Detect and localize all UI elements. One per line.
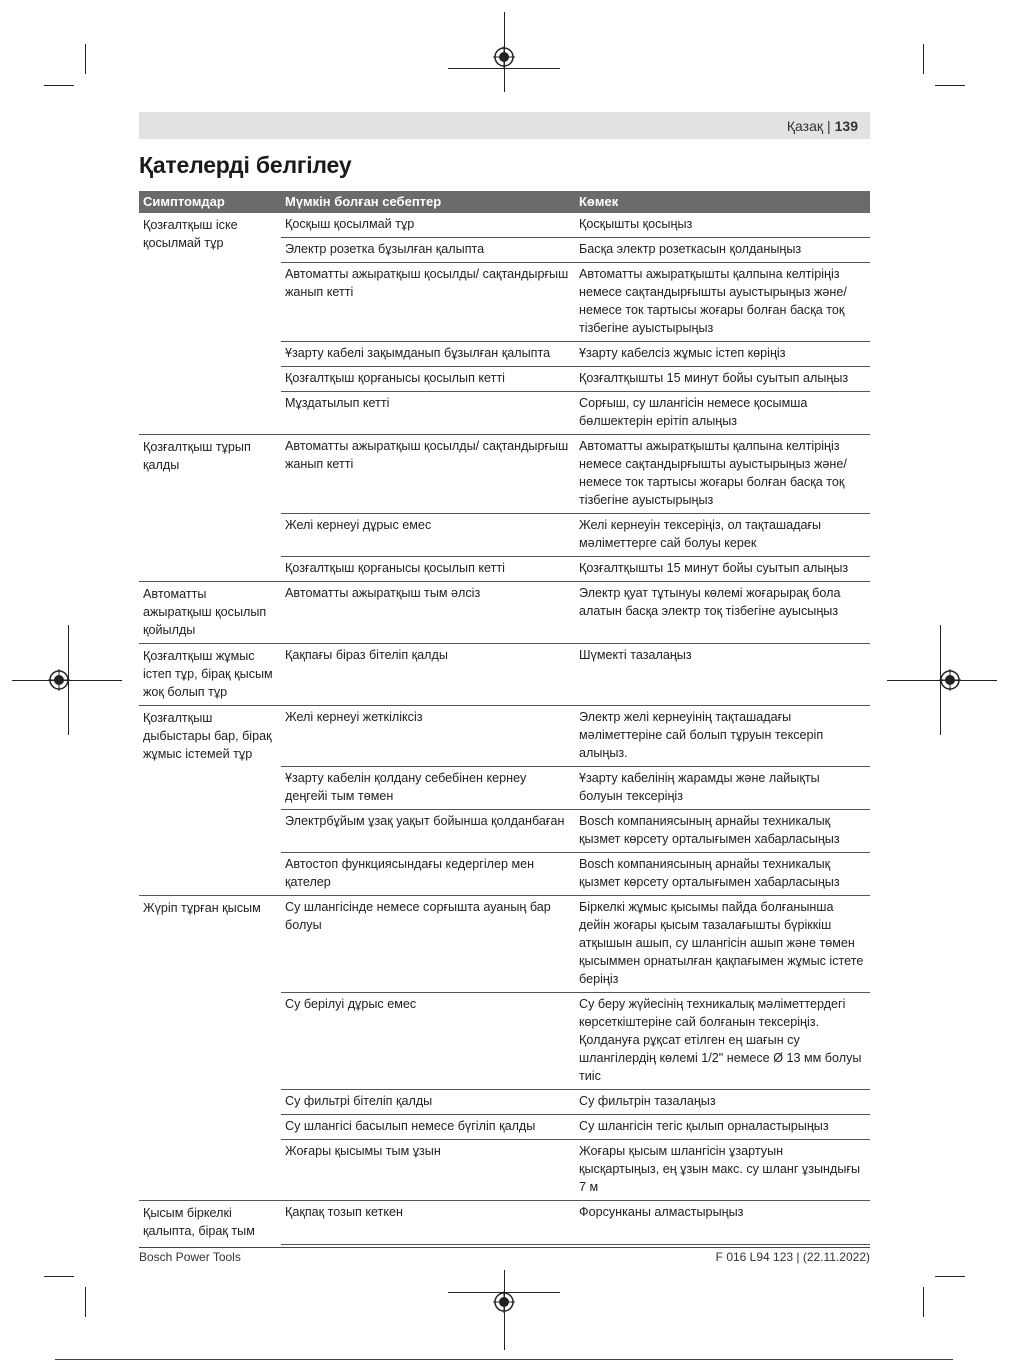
symptom-cell: Жүріп тұрған қысым (139, 896, 281, 1201)
symptom-cell: Қозғалтқыш тұрып қалды (139, 435, 281, 582)
registration-line (448, 68, 560, 69)
page-title: Қателерді белгілеу (139, 152, 352, 178)
help-cell: Қозғалтқышты 15 минут бойы суытып алыңыз (575, 367, 870, 392)
cause-cell: Су фильтрі бітеліп қалды (281, 1090, 575, 1115)
table-row (139, 1201, 870, 1245)
help-cell: Ұзарту кабелсіз жұмыс істеп көріңіз (575, 342, 870, 367)
help-cell: Су фильтрін тазалаңыз (575, 1090, 870, 1115)
column-header-symptoms: Симптомдар (139, 191, 281, 213)
cause-cell: Су берілуі дұрыс емес (281, 993, 575, 1090)
registration-mark-icon (939, 669, 961, 691)
help-cell: Біркелкі жұмыс қысымы пайда болғанынша дейін жоғары қысым тазалағышты бүріккіш атқышын ашып, су шлангісін ашып және төмен қысыммен орнатылған қақпағымен жұмыс істете беріңіз (575, 896, 870, 993)
registration-mark-icon (48, 669, 70, 691)
help-cell: Bosch компаниясының арнайы техникалық қызмет көрсету орталығымен хабарласыңыз (575, 853, 870, 896)
page-header (139, 112, 870, 139)
cause-cell: Ұзарту кабелін қолдану себебінен кернеу деңгейі тым төмен (281, 767, 575, 810)
header-separator: | (827, 118, 831, 134)
help-cell: Су беру жүйесінің техникалық мәліметтердегі көрсеткіштеріне сай болғанын тексеріңіз. Қолдануға рұқсат етілген ең шағын су шлангілердің көлемі 1/2" немесе Ø 13 мм болуы тиіс (575, 993, 870, 1090)
help-cell: Шүмекті тазалаңыз (575, 644, 870, 706)
crop-mark (935, 85, 965, 86)
crop-mark (923, 1287, 924, 1317)
cause-cell: Автоматты ажыратқыш қосылды/ сақтандырғыш жанып кетті (281, 435, 575, 514)
table-row (139, 706, 870, 767)
footer-divider (139, 1247, 870, 1248)
cause-cell: Су шлангісінде немесе сорғышта ауаның бар болуы (281, 896, 575, 993)
cause-cell: Жоғары қысымы тым ұзын (281, 1140, 575, 1201)
help-cell: Су шлангісін тегіс қылып орналастырыңыз (575, 1115, 870, 1140)
symptom-cell: Қозғалтқыш іске қосылмай тұр (139, 213, 281, 435)
footer-brand: Bosch Power Tools (139, 1250, 241, 1264)
help-cell: Электр желі кернеуінің тақташадағы мәліметтеріне сай болып тұруын тексеріп алыңыз. (575, 706, 870, 767)
crop-mark (85, 1287, 86, 1317)
troubleshooting-table (139, 191, 870, 1245)
symptom-cell: Автоматты ажыратқыш қосылып қойылды (139, 582, 281, 644)
cause-cell: Қақпағы біраз бітеліп қалды (281, 644, 575, 706)
cause-cell: Ұзарту кабелі зақымданып бұзылған қалыпта (281, 342, 575, 367)
help-cell: Басқа электр розеткасын қолданыңыз (575, 238, 870, 263)
help-cell: Сорғыш, су шлангісін немесе қосымша бөлшектерін ерітіп алыңыз (575, 392, 870, 435)
cause-cell: Қозғалтқыш қорғанысы қосылып кетті (281, 557, 575, 582)
table-row (139, 435, 870, 514)
help-cell: Желі кернеуін тексеріңіз, ол тақташадағы мәліметтерге сай болуы керек (575, 514, 870, 557)
crop-mark (923, 44, 924, 74)
cause-cell: Қосқыш қосылмай тұр (281, 213, 575, 238)
table-header-row (139, 191, 870, 213)
crop-mark (44, 85, 74, 86)
cause-cell: Желі кернеуі дұрыс емес (281, 514, 575, 557)
header-language: Қазақ (786, 118, 823, 134)
table-row (139, 213, 870, 238)
header-text (787, 118, 858, 134)
registration-mark-icon (493, 46, 515, 68)
registration-mark-icon (493, 1291, 515, 1313)
cause-cell: Мұздатылып кетті (281, 392, 575, 435)
help-cell: Электр қуат тұтынуы көлемі жоғарырақ бола алатын басқа электр тоқ тізбегіне ауысыңыз (575, 582, 870, 644)
table-row (139, 896, 870, 993)
help-cell: Автоматты ажыратқышты қалпына келтіріңіз немесе сақтандырғышты ауыстырыңыз және/ немесе ток тартысы жоғары болған басқа тоқ тізбегіне ауыстырыңыз (575, 263, 870, 342)
column-header-causes: Мүмкін болған себептер (281, 191, 575, 213)
cause-cell: Автоматты ажыратқыш тым әлсіз (281, 582, 575, 644)
column-header-help: Көмек (575, 191, 870, 213)
cause-cell: Автоматты ажыратқыш қосылды/ сақтандырғыш жанып кетті (281, 263, 575, 342)
help-cell: Форсунканы алмастырыңыз (575, 1201, 870, 1245)
help-cell: Қозғалтқышты 15 минут бойы суытып алыңыз (575, 557, 870, 582)
help-cell: Автоматты ажыратқышты қалпына келтіріңіз немесе сақтандырғышты ауыстырыңыз және/ немесе ток тартысы жоғары болған басқа тоқ тізбегіне ауыстырыңыз (575, 435, 870, 514)
crop-mark (935, 1276, 965, 1277)
crop-mark (44, 1276, 74, 1277)
help-cell: Ұзарту кабелінің жарамды және лайықты болуын тексеріңіз (575, 767, 870, 810)
cause-cell: Автостоп функциясындағы кедергілер мен қателер (281, 853, 575, 896)
cause-cell: Электр розетка бұзылған қалыпта (281, 238, 575, 263)
footer-document-id: F 016 L94 123 | (22.11.2022) (715, 1250, 870, 1264)
help-cell: Жоғары қысым шлангісін ұзартуын қысқартыңыз, ең ұзын макс. су шланг ұзындығы 7 м (575, 1140, 870, 1201)
page-number: 139 (834, 118, 858, 134)
table-row (139, 644, 870, 706)
symptom-cell: Қысым біркелкі қалыпта, бірақ тым (143, 1206, 255, 1238)
symptom-cell: Қозғалтқыш дыбыстары бар, бірақ жұмыс істемей тұр (139, 706, 281, 896)
cause-cell: Қозғалтқыш қорғанысы қосылып кетті (281, 367, 575, 392)
cause-cell: Электрбұйым ұзақ уақыт бойынша қолданбаған (281, 810, 575, 853)
table-body (139, 213, 870, 1244)
help-cell: Bosch компаниясының арнайы техникалық қызмет көрсету орталығымен хабарласыңыз (575, 810, 870, 853)
help-cell: Қосқышты қосыңыз (575, 213, 870, 238)
cause-cell: Қақпақ тозып кеткен (281, 1201, 575, 1245)
cause-cell: Желі кернеуі жеткіліксіз (281, 706, 575, 767)
symptom-cell: Қозғалтқыш жұмыс істеп тұр, бірақ қысым жоқ болып тұр (139, 644, 281, 706)
bottom-trim-line (55, 1359, 953, 1360)
cause-cell: Су шлангісі басылып немесе бүгіліп қалды (281, 1115, 575, 1140)
table-row (139, 582, 870, 644)
crop-mark (85, 44, 86, 74)
